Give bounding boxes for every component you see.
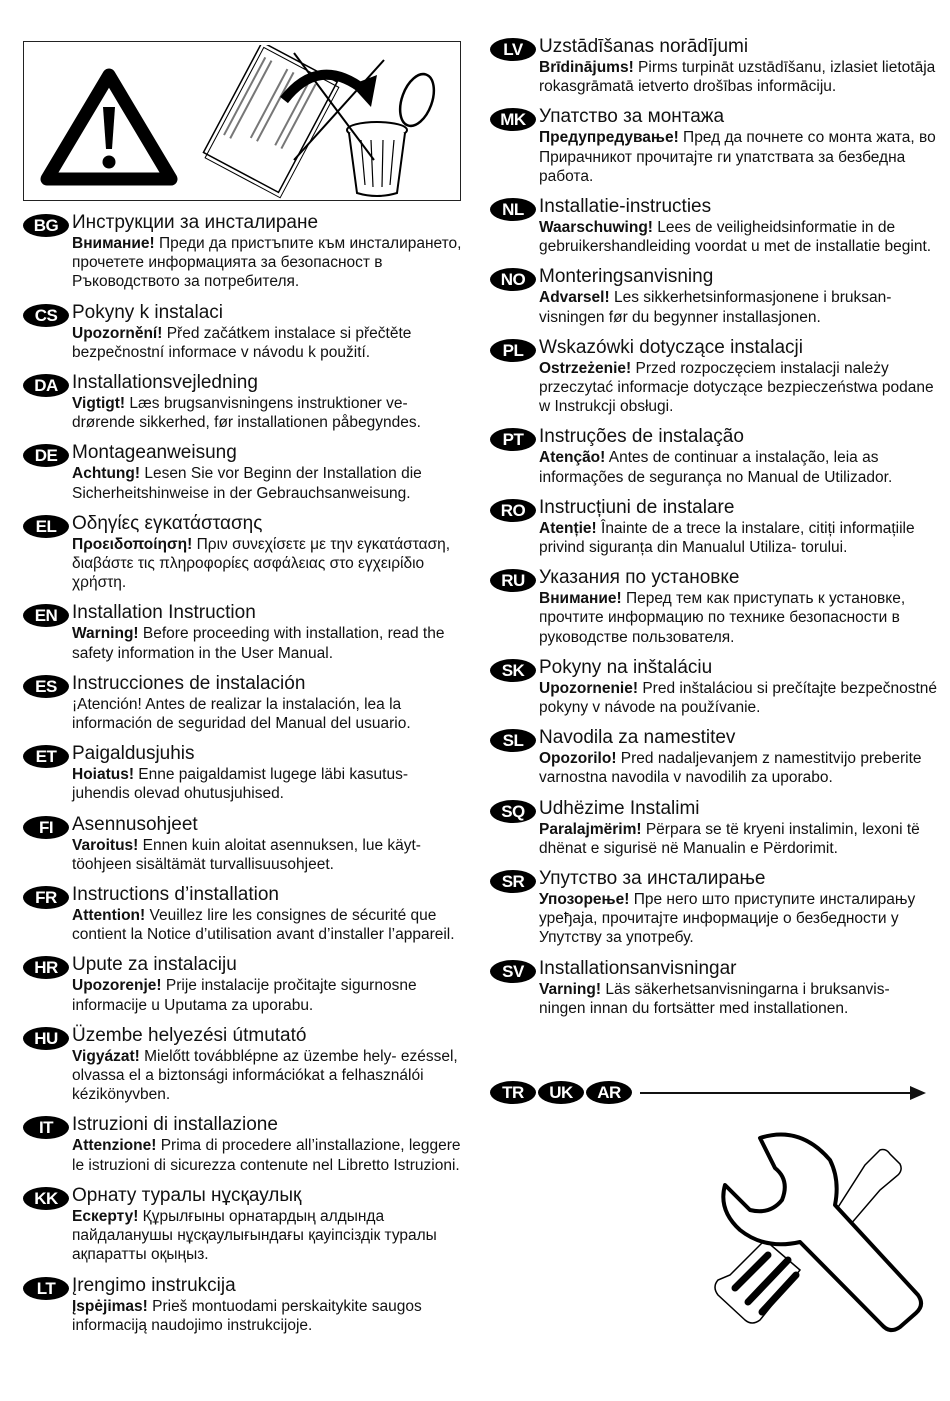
entry-body <box>72 535 463 593</box>
language-badge: NL <box>490 198 536 221</box>
warning-text: Przed rozpoczęciem instalacji należy przeczytać informacje dotyczące bezpieczeństwa podane w Instrukcji obsługi. <box>539 359 934 416</box>
warning-label: Upozornění! <box>72 324 163 342</box>
entry-title: Asennusohjeet <box>72 813 198 835</box>
entry-body <box>539 359 940 417</box>
language-badge: NO <box>490 268 536 291</box>
entry-title: Instruções de instalação <box>539 426 744 448</box>
entry-body <box>72 695 463 733</box>
entry-body <box>539 820 940 858</box>
language-entry-pt <box>490 426 940 486</box>
entry-body <box>539 679 940 717</box>
language-badge: MK <box>490 108 536 131</box>
warning-label: Упозорење! <box>539 891 630 909</box>
warning-text: Пред да почнете со монта жата, во Прирачникот прочитајте ги упатствата за безбедна работа. <box>539 129 936 185</box>
language-badge: LV <box>490 38 536 61</box>
entry-title: Installationsanvisningar <box>539 957 737 979</box>
language-badge: HU <box>23 1027 69 1050</box>
warning-text: Prieš montuodami perskaitykite saugos informaciją naudojimo instrukcijoje. <box>72 1297 422 1334</box>
entry-title: Instrucțiuni de instalare <box>539 496 735 518</box>
entry-body <box>539 749 940 787</box>
warning-text: Læs brugsanvisningens instruktioner ve- drørende sikkerhed, før installationen påbegyndes. <box>72 395 421 432</box>
entry-title: Installatie-instructies <box>539 196 712 218</box>
language-entry-mk <box>490 106 940 186</box>
language-entry-et <box>23 743 463 803</box>
entry-body <box>539 890 940 948</box>
warning-label: Atenție! <box>539 519 597 537</box>
language-entry-no <box>490 266 940 326</box>
language-badge: CS <box>23 304 69 327</box>
entry-title: Üzembe helyezési útmutató <box>72 1024 307 1046</box>
language-badge: FR <box>23 886 69 909</box>
warning-text: Veuillez lire les consignes de sécurité que contient la Notice d’utilisation avant d’installer l’appareil. <box>72 907 455 944</box>
language-entry-it <box>23 1114 463 1174</box>
entry-title: Įrengimo instrukcija <box>72 1274 236 1296</box>
warning-label: Внимание! <box>72 235 155 252</box>
warning-text: Lees de veiligheidsinformatie in de gebruikershandleiding voordat u met de installatie begint. <box>539 219 932 256</box>
entry-title: Udhëzime Instalimi <box>539 797 700 819</box>
warning-label: Achtung! <box>72 465 141 483</box>
entry-body <box>539 519 940 557</box>
language-badge: DE <box>23 444 69 467</box>
entry-title: Installation Instruction <box>72 602 256 624</box>
entry-body <box>72 976 463 1014</box>
language-badge: ET <box>23 745 69 768</box>
warning-label: Ескерту! <box>72 1207 139 1225</box>
warning-text: Ennen kuin aloitat asennuksen, lue käyt- töohjeen sisältämät turvallisuusohjeet. <box>72 836 421 873</box>
language-badge: ES <box>23 675 69 698</box>
entry-body <box>72 324 463 362</box>
warning-label: Atenção! <box>539 449 606 467</box>
warning-text: Pred nadaljevanjem z namestitvijo preberite varnostna navodila v navodilih za uporabo. <box>539 750 922 787</box>
safety-warning-banner <box>23 41 461 201</box>
language-badge: EN <box>23 604 69 627</box>
warning-text: Before proceeding with installation, read the safety information in the User Manual. <box>72 625 445 662</box>
entry-title: Uzstādīšanas norādījumi <box>539 36 749 57</box>
entry-title: Упутство за инсталирање <box>539 868 766 890</box>
language-badge: EL <box>23 515 69 538</box>
entry-title: Navodila za namestitev <box>539 727 736 749</box>
language-entry-es <box>23 673 463 733</box>
language-badge: IT <box>23 1116 69 1139</box>
entry-body <box>72 1047 463 1105</box>
language-badge: RU <box>490 569 536 592</box>
language-entry-sq <box>490 798 940 858</box>
entry-body <box>72 624 463 662</box>
language-entry-fi <box>23 814 463 874</box>
warning-label: Ostrzeżenie! <box>539 359 632 377</box>
warning-text: ¡Atención! Antes de realizar la instalación, lea la información de seguridad del Manual del usuario. <box>72 695 411 733</box>
language-entry-ru <box>490 567 940 647</box>
entry-body <box>539 288 940 326</box>
warning-label: Attention! <box>72 907 146 925</box>
language-badge: PT <box>490 428 536 451</box>
warning-text: Përpara se të kryeni instalimin, lexoni të dhënat e sigurisë në Manualin e Përdorimit. <box>539 820 920 857</box>
language-entry-da <box>23 372 463 432</box>
warning-triangle-icon <box>39 67 179 187</box>
entry-body <box>72 1297 463 1335</box>
language-entry-el <box>23 513 463 593</box>
language-entry-sr <box>490 868 940 948</box>
entry-title: Упатство за монтажа <box>539 106 725 128</box>
language-badge: RO <box>490 499 536 522</box>
language-entry-cs <box>23 302 463 362</box>
warning-label: Warning! <box>72 625 139 643</box>
entry-body <box>539 980 940 1018</box>
language-list-right <box>490 36 940 1028</box>
warning-text: Prima di procedere all’installazione, leggere le istruzioni di sicurezza contenute nel Libretto Istruzioni. <box>72 1137 461 1174</box>
warning-text: Преди да пристъпите към инсталирането, прочетете информацията за безопасност в Ръководството за потребителя. <box>72 235 462 291</box>
language-entry-fr <box>23 884 463 944</box>
entry-body <box>72 1136 463 1174</box>
entry-title: Instrucciones de instalación <box>72 672 306 694</box>
language-badge: HR <box>23 956 69 979</box>
language-entry-ro <box>490 497 940 557</box>
entry-body <box>72 906 463 944</box>
language-badge-tr: TR <box>490 1081 536 1104</box>
language-badge: SQ <box>490 800 536 823</box>
warning-label: Opozorilo! <box>539 750 617 768</box>
language-badge-ar: AR <box>586 1081 632 1104</box>
entry-title: Pokyny k instalaci <box>72 301 224 323</box>
entry-body <box>72 394 463 432</box>
warning-label: Hoiatus! <box>72 766 134 784</box>
warning-label: Varoitus! <box>72 836 139 854</box>
entry-body <box>539 58 940 96</box>
warning-text: Құрылғыны орнатардың алдында пайдаланушы нұсқаулығындағы қауіпсіздік туралы ақпаратты оқыңыз. <box>72 1207 437 1264</box>
warning-text: Пре него што приступите инсталирању уређаја, прочитајте информације о безбедности у Упутству за употребу. <box>539 891 916 947</box>
warning-label: Vigyázat! <box>72 1047 140 1065</box>
entry-title: Wskazówki dotyczące instalacji <box>539 336 803 358</box>
language-badge: SK <box>490 659 536 682</box>
language-badge: BG <box>23 214 69 237</box>
warning-label: Upozornenie! <box>539 679 639 697</box>
wrench-screwdriver-icon <box>700 1130 940 1370</box>
entry-title: Paigaldusjuhis <box>72 743 195 765</box>
entry-body <box>539 128 940 186</box>
warning-text: Před začátkem instalace si přečtěte bezpečnostní informace v návodu k použití. <box>72 324 412 361</box>
language-entry-de <box>23 442 463 502</box>
entry-body <box>539 448 940 486</box>
language-badge: SL <box>490 729 536 752</box>
warning-text: Enne paigaldamist lugege läbi kasutus- juhendis olevad ohutusjuhised. <box>72 766 409 803</box>
language-badge: PL <box>490 339 536 362</box>
warning-label: Upozorenje! <box>72 977 162 995</box>
entry-title: Инструкции за инсталиране <box>72 212 319 233</box>
language-badge: FI <box>23 816 69 839</box>
warning-text: Läs säkerhetsanvisningarna i bruksanvis- ningen innan du fortsätter med installationen. <box>539 980 890 1017</box>
warning-text: Antes de continuar a instalação, leia as informações de segurança no Manual de Utilizador. <box>539 449 893 486</box>
language-badge: SR <box>490 870 536 893</box>
warning-label: Varning! <box>539 980 602 998</box>
language-entry-en <box>23 602 463 662</box>
warning-text: Les sikkerhetsinformasjonene i bruksan- visningen før du begynner installasjonen. <box>539 289 892 326</box>
entry-title: Instructions d’installation <box>72 884 279 906</box>
language-entry-lt <box>23 1275 463 1335</box>
entry-title: Installationsvejledning <box>72 372 258 394</box>
entry-body <box>72 765 463 803</box>
manual-in-trash-crossed-icon <box>199 45 439 200</box>
entry-title: Upute za instalaciju <box>72 954 237 976</box>
warning-text: Lesen Sie vor Beginn der Installation die Sicherheitshinweise in der Gebrauchsanweisung. <box>72 465 422 502</box>
language-entry-hu <box>23 1025 463 1105</box>
warning-text: Перед тем как приступать к установке, прочтите информацию по технике безопасности в руководстве пользователя. <box>539 590 906 646</box>
warning-label: Įspėjimas! <box>72 1297 148 1315</box>
entry-body <box>72 1207 463 1265</box>
language-entry-kk <box>23 1185 463 1265</box>
warning-label: Предупредување! <box>539 129 679 147</box>
language-badge: DA <box>23 374 69 397</box>
language-entry-sl <box>490 727 940 787</box>
entry-title: Montageanweisung <box>72 442 237 464</box>
entry-body <box>72 234 463 292</box>
warning-label: Advarsel! <box>539 289 610 307</box>
language-entry-bg <box>23 212 463 292</box>
warning-text: Pirms turpināt uzstādīšanu, izlasiet lietotāja rokasgrāmatā ietverto drošības informāciju. <box>539 59 936 96</box>
language-list-left <box>23 212 463 1345</box>
language-entry-lv <box>490 36 940 96</box>
more-languages-row <box>490 1081 930 1105</box>
language-entry-nl <box>490 196 940 256</box>
warning-text: Πριν συνεχίσετε με την εγκατάσταση, διαβάστε τις πληροφορίες ασφάλειας στο εγχειρίδιο χρήστη. <box>72 535 451 592</box>
warning-label: Paralajmërim! <box>539 820 642 838</box>
warning-text: Pred inštaláciou si prečítajte bezpečnostné pokyny v návode na používanie. <box>539 679 938 717</box>
warning-label: Attenzione! <box>72 1137 157 1155</box>
entry-body <box>539 589 940 647</box>
entry-body <box>72 836 463 874</box>
language-badge: LT <box>23 1277 69 1300</box>
language-entry-hr <box>23 954 463 1014</box>
language-entry-sk <box>490 657 940 717</box>
language-entry-sv <box>490 958 940 1018</box>
entry-title: Указания по установке <box>539 567 740 589</box>
entry-title: Pokyny na inštaláciu <box>539 656 713 678</box>
entry-body <box>539 218 940 256</box>
language-badge-uk: UK <box>538 1081 584 1104</box>
entry-title: Monteringsanvisning <box>539 266 714 288</box>
language-entry-pl <box>490 337 940 417</box>
warning-label: Brīdinājums! <box>539 59 634 76</box>
entry-title: Istruzioni di installazione <box>72 1114 278 1136</box>
warning-text: Înainte de a trece la instalare, citiți informațiile privind siguranța din Manualul Utiliza- torului. <box>539 519 915 557</box>
warning-label: Προειδοποίηση! <box>72 535 193 553</box>
warning-label: Waarschuwing! <box>539 219 653 237</box>
entry-title: Οδηγίες εγκατάστασης <box>72 512 263 534</box>
language-badge: KK <box>23 1187 69 1210</box>
language-badge: SV <box>490 960 536 983</box>
warning-label: Vigtigt! <box>72 395 126 413</box>
entry-title: Орнату туралы нұсқаулық <box>72 1184 302 1206</box>
entry-body <box>72 464 463 502</box>
warning-text: Prije instalacije pročitajte sigurnosne informacije u Uputama za uporabu. <box>72 977 417 1014</box>
warning-label: Внимание! <box>539 590 622 608</box>
warning-text: Mielőtt továbblépne az üzembe hely- ezéssel, olvassa el a biztonsági információkat a felhasználói kézikönyvben. <box>72 1047 458 1104</box>
